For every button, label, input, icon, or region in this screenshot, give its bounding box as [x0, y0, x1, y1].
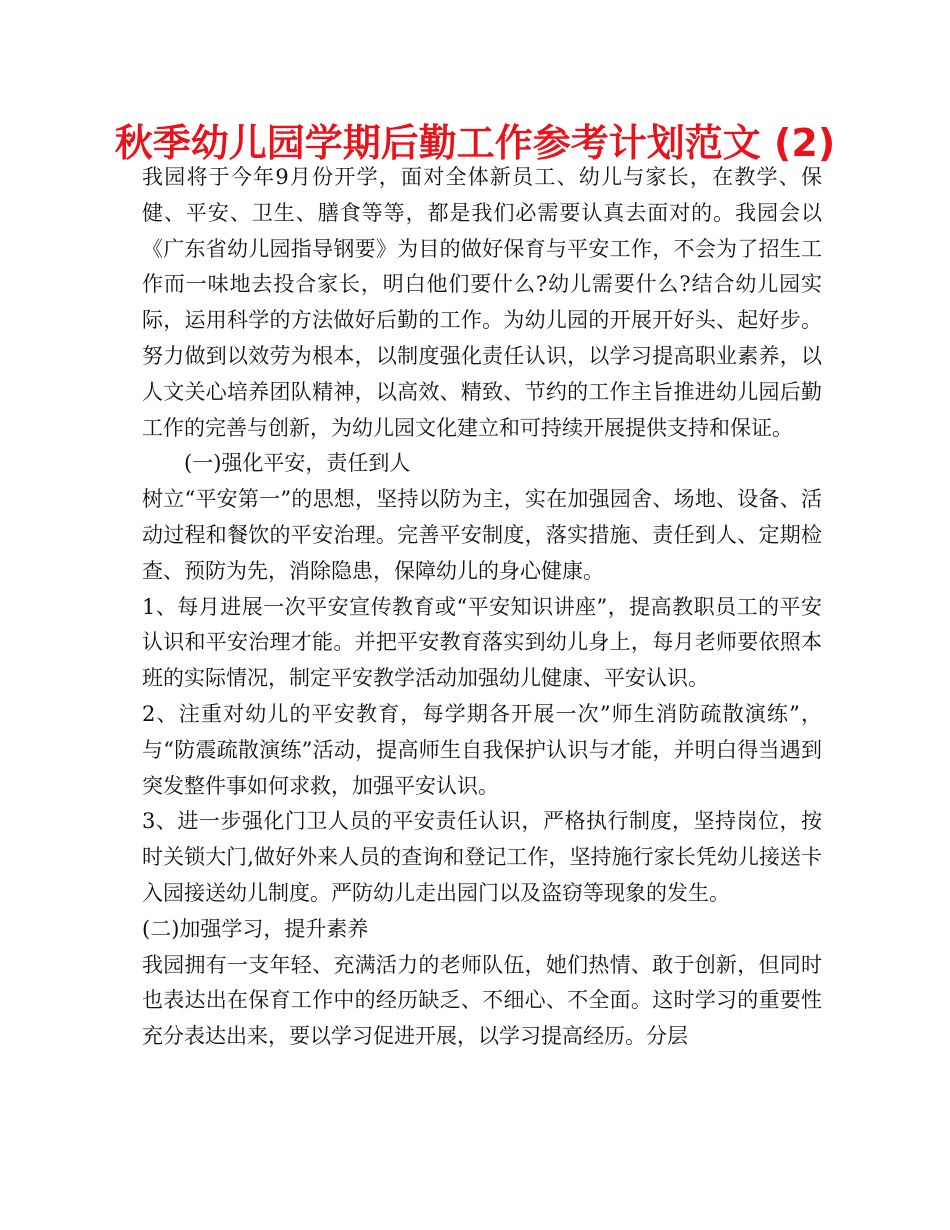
- safety-item-2: 2、注重对幼儿的平安教育，每学期各开展一次”师生消防疏散演练”，与“防震疏散演练”活动，提高师生自我保护认识与才能，并明白得当遇到突发整件事如何求救，加强平安认识。: [142, 701, 822, 798]
- safety-item-3: 3、进一步强化门卫人员的平安责任认识，严格执行制度，坚持岗位，按时关锁大门,做好外来人员的查询和登记工作，坚持施行家长凭幼儿接送卡入园接送幼儿制度。严防幼儿走出园门以及盗窃等现象的发生。: [142, 809, 822, 905]
- intro-paragraph: 我园将于今年9月份开学，面对全体新员工、幼儿与家长，在教学、保健、平安、卫生、膳食等等，都是我们必需要认真去面对的。我园会以《广东省幼儿园指导钢要》为目的做好保育与平安工作，不会为了招生工作而一味地去投合家长，明白他们要什么?幼儿需要什么?结合幼儿园实际，运用科学的方法做好后勤的工作。为幼儿园的开展开好头、起好步。努力做到以效劳为根本，以制度强化责任认识，以学习提高职业素养，以人文关心培养团队精神，以高效、精致、节约的工作主旨推进幼儿园后勤工作的完善与创新，为幼儿园文化建立和可持续开展提供支持和保证。: [142, 165, 822, 440]
- document-title: 秋季幼儿园学期后勤工作参考计划范文 (2): [114, 121, 836, 165]
- safety-item-1: 1、每月进展一次平安宣传教育或“平安知识讲座”，提高教职员工的平安认识和平安治理才能。并把平安教育落实到幼儿身上，每月老师要依照本班的实际情况，制定平安教学活动加强幼儿健康、平安认识。: [142, 594, 822, 691]
- section-heading-learning: (二)加强学习，提升素养: [142, 916, 369, 941]
- section-heading-safety: (一)强化平安，责任到人: [184, 451, 411, 476]
- document-body: [142, 160, 822, 1055]
- learning-paragraph: 我园拥有一支年轻、充满活力的老师队伍，她们热情、敢于创新，但同时也表达出在保育工作中的经历缺乏、不细心、不全面。这时学习的重要性充分表达出来，要以学习促进开展，以学习提高经历。分层: [142, 952, 822, 1049]
- safety-paragraph: 树立“平安第一”的思想，坚持以防为主，实在加强园舍、场地、设备、活动过程和餐饮的平安治理。完善平安制度，落实措施、责任到人、定期检查、预防为先，消除隐患，保障幼儿的身心健康。: [142, 487, 822, 583]
